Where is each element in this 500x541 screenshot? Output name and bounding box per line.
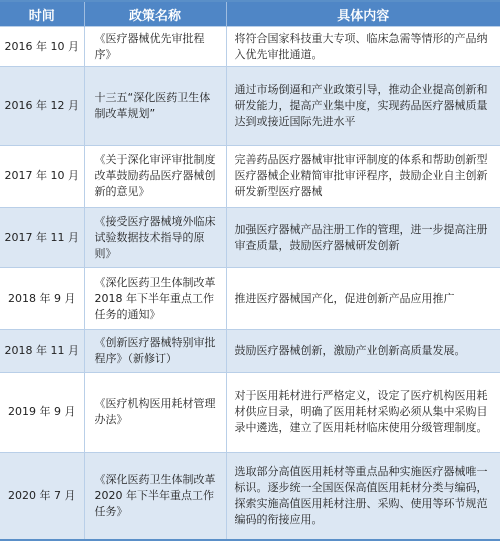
row-time: 2017 年 10 月 — [0, 145, 84, 207]
row-content: 加强医疗器械产品注册工作的管理，进一步提高注册审查质量，鼓励医疗器械研发创新 — [226, 207, 500, 267]
header-content: 具体内容 — [226, 2, 500, 27]
row-time: 2018 年 11 月 — [0, 330, 84, 372]
row-content: 通过市场倒逼和产业政策引导，推动企业提高创新和研发能力，提高产业集中度，实现药品医疗器械质量达到或接近国际先进水平 — [226, 67, 500, 145]
row-policy-name: 《深化医药卫生体制改革 2020 年下半年重点工作任务》 — [84, 453, 226, 539]
row-time: 2017 年 11 月 — [0, 207, 84, 267]
row-time: 2020 年 7 月 — [0, 453, 84, 539]
table-row — [0, 27, 500, 67]
header-time: 时间 — [0, 2, 84, 27]
row-policy-name: 《医疗器械优先审批程序》 — [84, 27, 226, 67]
table-row — [0, 268, 500, 330]
row-content: 鼓励医疗器械创新，激励产业创新高质量发展。 — [226, 330, 500, 372]
row-content: 完善药品医疗器械审批审评制度的体系和帮助创新型医疗器械企业精简审批审评程序，鼓励企业自主创新研发新型医疗器械 — [226, 145, 500, 207]
row-policy-name: 《创新医疗器械特别审批程序》（新修订） — [84, 330, 226, 372]
table-row — [0, 453, 500, 539]
table-row — [0, 207, 500, 267]
table-row — [0, 330, 500, 372]
table-row — [0, 67, 500, 145]
row-time: 2016 年 10 月 — [0, 27, 84, 67]
row-time: 2016 年 12 月 — [0, 67, 84, 145]
row-content: 将符合国家科技重大专项、临床急需等情形的产品纳入优先审批通道。 — [226, 27, 500, 67]
row-content: 推进医疗器械国产化，促进创新产品应用推广 — [226, 268, 500, 330]
row-policy-name: 《医疗机构医用耗材管理办法》 — [84, 372, 226, 452]
policy-table — [0, 2, 500, 539]
row-policy-name: 十三五“深化医药卫生体制改革规划” — [84, 67, 226, 145]
table-row — [0, 145, 500, 207]
row-content: 对于医用耗材进行严格定义，设定了医疗机构医用耗材供应目录，明确了医用耗材采购必须从集中采购目录中遴选，建立了医用耗材临床使用分级管理制度。 — [226, 372, 500, 452]
header-policy-name: 政策名称 — [84, 2, 226, 27]
row-policy-name: 《接受医疗器械境外临床试验数据技术指导的原则》 — [84, 207, 226, 267]
table-header-row — [0, 2, 500, 27]
row-time: 2018 年 9 月 — [0, 268, 84, 330]
row-policy-name: 《深化医药卫生体制改革 2018 年下半年重点工作任务的通知》 — [84, 268, 226, 330]
row-policy-name: 《关于深化审评审批制度改革鼓励药品医疗器械创新的意见》 — [84, 145, 226, 207]
table-row — [0, 372, 500, 452]
row-content: 选取部分高值医用耗材等重点品种实施医疗器械唯一标识。逐步统一全国医保高值医用耗材分类与编码，探索实施高值医用耗材注册、采购、使用等环节规范编码的衔接应用。 — [226, 453, 500, 539]
row-time: 2019 年 9 月 — [0, 372, 84, 452]
